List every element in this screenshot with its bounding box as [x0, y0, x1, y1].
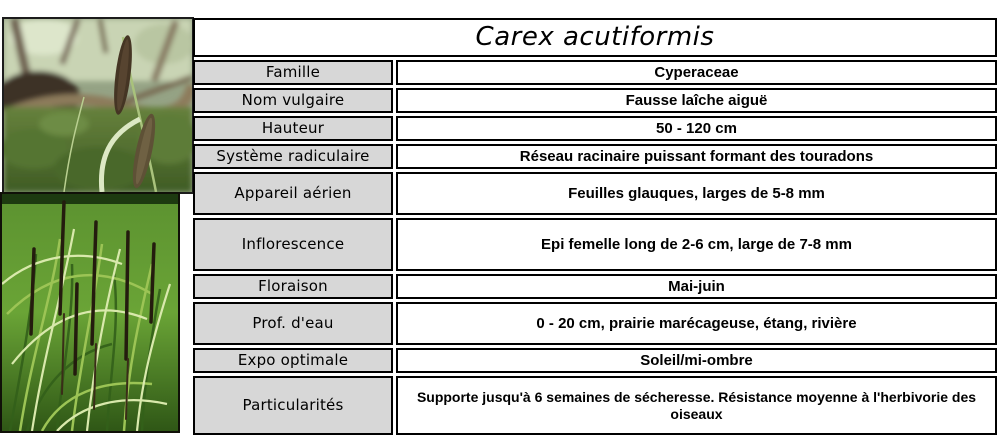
row-value-appareil-aerien: Feuilles glauques, larges de 5-8 mm: [396, 172, 997, 215]
row-value-famille: Cyperaceae: [396, 60, 997, 85]
row-value-hauteur: 50 - 120 cm: [396, 116, 997, 141]
table-row-appareil-aerien: [193, 172, 997, 215]
photo-carex-meadow: [0, 192, 180, 433]
title-row: [193, 18, 997, 57]
row-value-floraison: Mai-juin: [396, 274, 997, 299]
row-label-appareil-aerien: Appareil aérien: [193, 172, 393, 215]
table-row-particularites: [193, 376, 997, 435]
row-label-particularites: Particularités: [193, 376, 393, 435]
table-row-prof-eau: [193, 302, 997, 345]
row-label-prof-eau: Prof. d'eau: [193, 302, 393, 345]
table-row-famille: [193, 60, 997, 85]
fact-table: [193, 18, 997, 435]
row-label-nom-vulgaire: Nom vulgaire: [193, 88, 393, 113]
photo-carex-spike-art: [4, 19, 192, 192]
species-title: Carex acutiformis: [193, 18, 997, 57]
table-row-nom-vulgaire: [193, 88, 997, 113]
row-value-prof-eau: 0 - 20 cm, prairie marécageuse, étang, rivière: [396, 302, 997, 345]
row-label-expo-optimale: Expo optimale: [193, 348, 393, 373]
table-row-floraison: [193, 274, 997, 299]
row-label-floraison: Floraison: [193, 274, 393, 299]
row-value-inflorescence: Epi femelle long de 2-6 cm, large de 7-8 mm: [396, 218, 997, 271]
row-label-systeme-radiculaire: Système radiculaire: [193, 144, 393, 169]
row-value-systeme-radiculaire: Réseau racinaire puissant formant des touradons: [396, 144, 997, 169]
row-value-particularites: Supporte jusqu'à 6 semaines de sécheresse. Résistance moyenne à l'herbivorie des oiseaux: [396, 376, 997, 435]
row-label-hauteur: Hauteur: [193, 116, 393, 141]
table-row-inflorescence: [193, 218, 997, 271]
row-label-inflorescence: Inflorescence: [193, 218, 393, 271]
row-value-expo-optimale: Soleil/mi-ombre: [396, 348, 997, 373]
row-label-famille: Famille: [193, 60, 393, 85]
table-row-hauteur: [193, 116, 997, 141]
photo-carex-meadow-art: [2, 194, 178, 431]
photo-carex-spike: [2, 17, 194, 194]
table-row-expo-optimale: [193, 348, 997, 373]
table-row-systeme-radiculaire: [193, 144, 997, 169]
row-value-nom-vulgaire: Fausse laîche aiguë: [396, 88, 997, 113]
